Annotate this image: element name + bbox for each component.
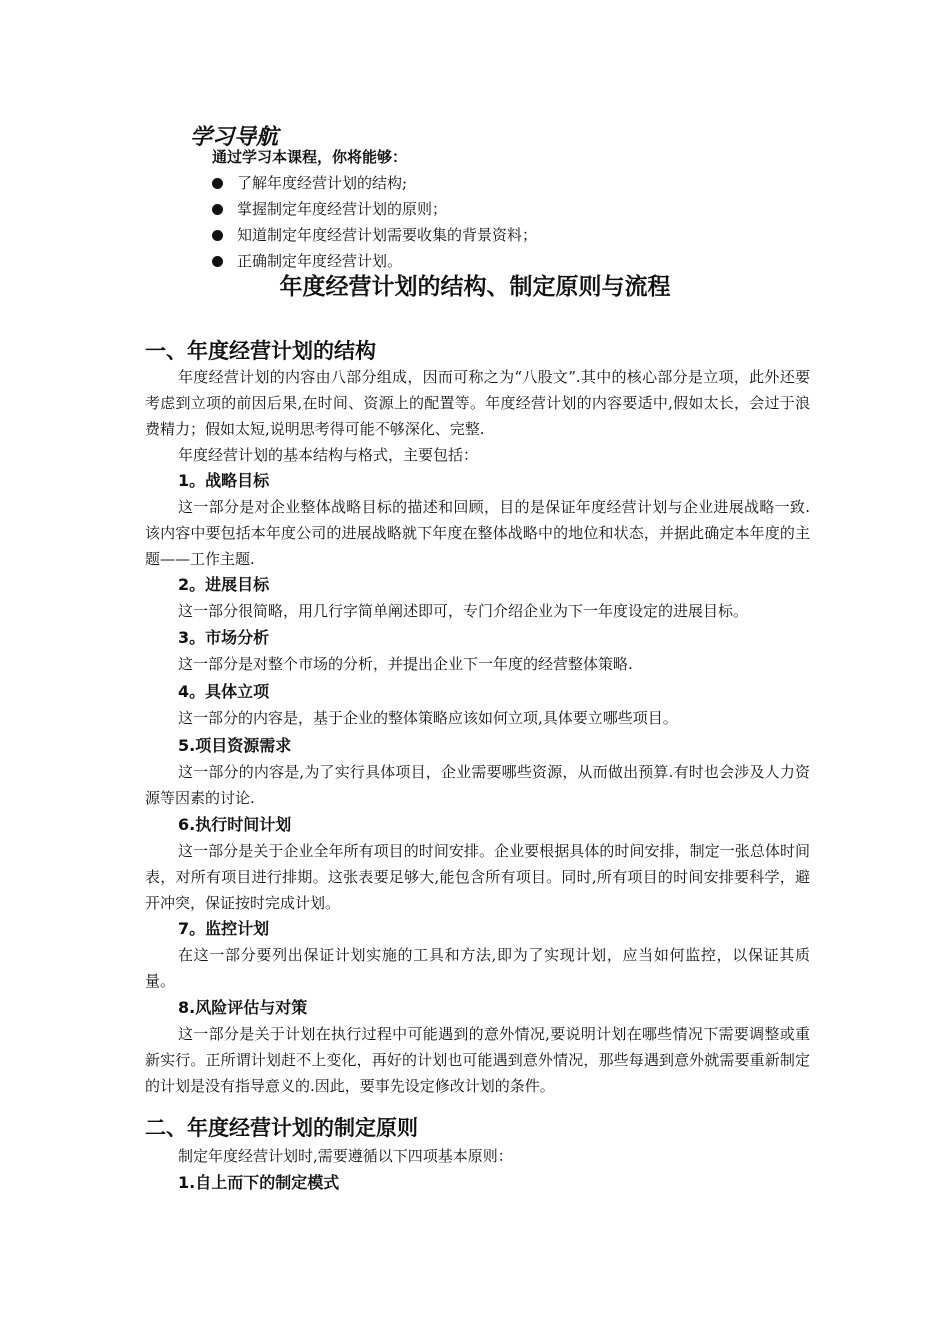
bullet-icon (212, 204, 223, 215)
paragraph: 这一部分是关于计划在执行过程中可能遇到的意外情况,要说明计划在哪些情况下需要调整或重新实行。正所谓计划赶不上变化，再好的计划也可能遇到意外情况，那些每遇到意外就需要重新制定的计划是没有指导意义的.因此，要事先设定修改计划的条件。 (145, 1025, 810, 1095)
subsection-heading: 4。具体立项 (178, 682, 270, 701)
subsection-heading: 8.风险评估与对策 (178, 998, 308, 1017)
paragraph: 这一部分的内容是，基于企业的整体策略应该如何立项,具体要立哪些项目。 (178, 709, 678, 727)
subsection-heading: 2。进展目标 (178, 575, 270, 594)
paragraph: 这一部分的内容是,为了实行具体项目，企业需要哪些资源，从而做出预算.有时也会涉及人力资源等因素的讨论. (145, 763, 810, 807)
bullet-icon (212, 178, 223, 189)
paragraph: 年度经营计划的内容由八部分组成，因而可称之为“八股文”.其中的核心部分是立项，此外还要考虑到立项的前因后果,在时间、资源上的配置等。年度经营计划的内容要适中,假如太长，会过于浪费精力；假如太短,说明思考得可能不够深化、完整. (145, 368, 810, 438)
subsection-heading: 3。市场分析 (178, 628, 270, 647)
list-item-text: 知道制定年度经营计划需要收集的背景资料； (237, 226, 538, 244)
paragraph: 这一部分是对企业整体战略目标的描述和回顾，目的是保证年度经营计划与企业进展战略一致.该内容中要包括本年度公司的进展战略就下年度在整体战略中的地位和状态，并据此确定本年度的主题——工作主题. (145, 498, 810, 568)
learning-goals-list (212, 170, 537, 274)
section-heading: 一、年度经营计划的结构 (145, 339, 376, 363)
subsection-heading: 6.执行时间计划 (178, 815, 292, 834)
list-item (212, 222, 537, 248)
list-item-text: 正确制定年度经营计划。 (237, 252, 403, 270)
subsection-heading: 5.项目资源需求 (178, 736, 292, 755)
paragraph: 这一部分是关于企业全年所有项目的时间安排。企业要根据具体的时间安排，制定一张总体时间表，对所有项目进行排期。这张表要足够大,能包含所有项目。同时,所有项目的时间安排要科学，避开冲突，保证按时完成计划。 (145, 842, 810, 912)
subsection-heading: 1。战略目标 (178, 471, 270, 490)
paragraph: 年度经营计划的基本结构与格式，主要包括： (178, 446, 479, 464)
list-item-text: 掌握制定年度经营计划的原则； (237, 200, 448, 218)
learning-nav-intro: 通过学习本课程，你将能够： (212, 148, 408, 166)
document-title: 年度经营计划的结构、制定原则与流程 (279, 274, 671, 300)
paragraph: 在这一部分要列出保证计划实施的工具和方法,即为了实现计划，应当如何监控，以保证其质量。 (145, 946, 810, 990)
list-item (212, 170, 537, 196)
subsection-heading: 1.自上而下的制定模式 (178, 1173, 340, 1192)
list-item-text: 了解年度经营计划的结构; (237, 174, 408, 192)
paragraph: 这一部分是对整个市场的分析，并提出企业下一年度的经营整体策略. (178, 655, 633, 673)
paragraph: 这一部分很简略，用几行字简单阐述即可，专门介绍企业为下一年度设定的进展目标。 (178, 602, 749, 620)
learning-nav-title: 学习导航 (190, 124, 279, 150)
section-heading: 二、年度经营计划的制定原则 (145, 1116, 418, 1140)
list-item (212, 196, 537, 222)
bullet-icon (212, 256, 223, 267)
paragraph: 制定年度经营计划时,需要遵循以下四项基本原则： (178, 1147, 513, 1165)
bullet-icon (212, 230, 223, 241)
subsection-heading: 7。监控计划 (178, 919, 270, 938)
